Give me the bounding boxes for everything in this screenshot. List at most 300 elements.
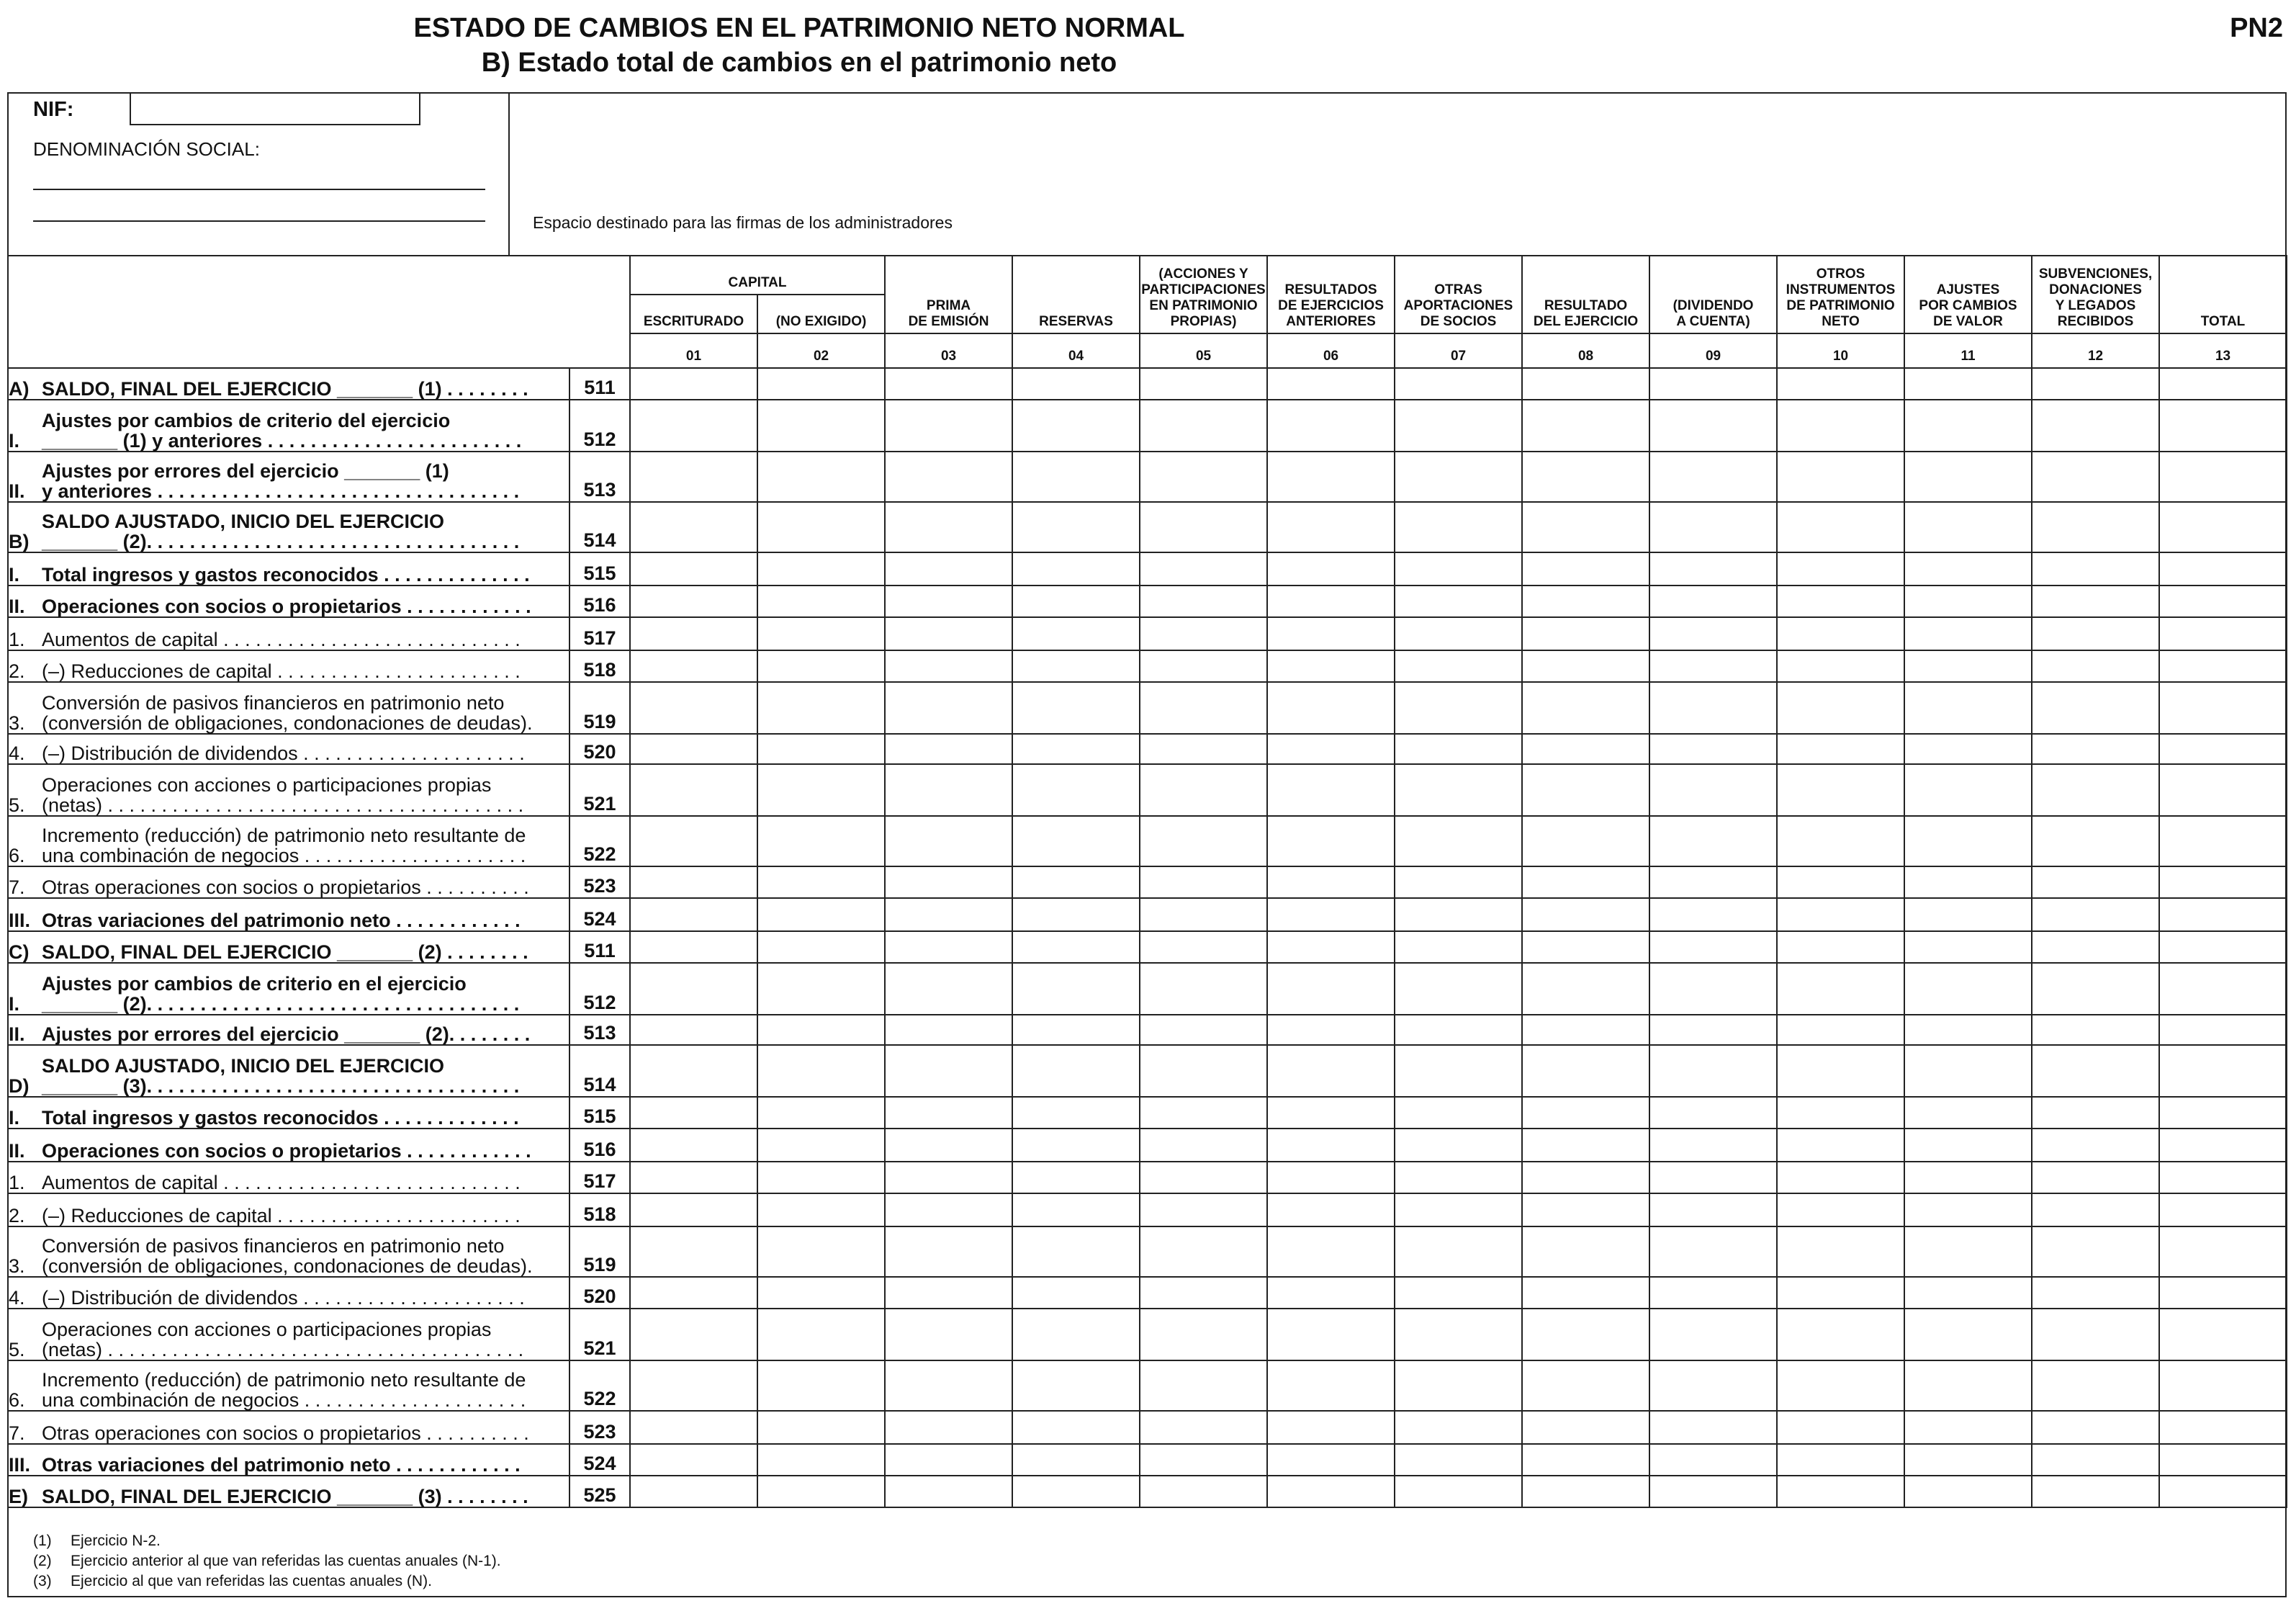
value-cell-04[interactable] [1012,898,1140,931]
value-cell-02[interactable] [757,400,885,452]
value-cell-06[interactable] [1267,1045,1395,1097]
value-cell-12[interactable] [2032,650,2159,682]
value-cell-11[interactable] [1904,586,2032,617]
value-cell-04[interactable] [1012,1444,1140,1476]
value-cell-13[interactable] [2159,586,2287,617]
value-cell-02[interactable] [757,502,885,552]
value-cell-06[interactable] [1267,1193,1395,1226]
value-cell-12[interactable] [2032,1097,2159,1129]
value-cell-01[interactable] [630,1193,757,1226]
value-cell-04[interactable] [1012,1193,1140,1226]
value-cell-13[interactable] [2159,866,2287,898]
value-cell-08[interactable] [1522,1411,1649,1444]
value-cell-08[interactable] [1522,682,1649,734]
value-cell-08[interactable] [1522,1444,1649,1476]
value-cell-05[interactable] [1140,1476,1267,1507]
value-cell-12[interactable] [2032,1193,2159,1226]
value-cell-09[interactable] [1649,1045,1777,1097]
value-cell-04[interactable] [1012,734,1140,764]
value-cell-05[interactable] [1140,502,1267,552]
value-cell-05[interactable] [1140,368,1267,400]
value-cell-11[interactable] [1904,1277,2032,1309]
value-cell-10[interactable] [1777,452,1904,502]
value-cell-06[interactable] [1267,898,1395,931]
value-cell-01[interactable] [630,816,757,866]
value-cell-06[interactable] [1267,502,1395,552]
value-cell-09[interactable] [1649,734,1777,764]
value-cell-12[interactable] [2032,1476,2159,1507]
value-cell-04[interactable] [1012,1309,1140,1360]
value-cell-10[interactable] [1777,1015,1904,1045]
value-cell-06[interactable] [1267,1444,1395,1476]
value-cell-02[interactable] [757,1045,885,1097]
value-cell-11[interactable] [1904,368,2032,400]
value-cell-10[interactable] [1777,552,1904,586]
value-cell-04[interactable] [1012,586,1140,617]
value-cell-04[interactable] [1012,1045,1140,1097]
value-cell-03[interactable] [885,368,1012,400]
value-cell-04[interactable] [1012,1226,1140,1277]
value-cell-09[interactable] [1649,682,1777,734]
value-cell-06[interactable] [1267,400,1395,452]
value-cell-06[interactable] [1267,368,1395,400]
value-cell-03[interactable] [885,617,1012,650]
value-cell-12[interactable] [2032,1045,2159,1097]
value-cell-02[interactable] [757,1360,885,1411]
value-cell-12[interactable] [2032,552,2159,586]
value-cell-09[interactable] [1649,400,1777,452]
value-cell-03[interactable] [885,650,1012,682]
value-cell-07[interactable] [1395,400,1522,452]
value-cell-06[interactable] [1267,963,1395,1015]
value-cell-11[interactable] [1904,963,2032,1015]
value-cell-02[interactable] [757,1015,885,1045]
value-cell-11[interactable] [1904,617,2032,650]
value-cell-09[interactable] [1649,898,1777,931]
value-cell-04[interactable] [1012,764,1140,816]
value-cell-13[interactable] [2159,1476,2287,1507]
value-cell-09[interactable] [1649,1226,1777,1277]
value-cell-04[interactable] [1012,931,1140,963]
value-cell-11[interactable] [1904,866,2032,898]
value-cell-05[interactable] [1140,734,1267,764]
value-cell-06[interactable] [1267,764,1395,816]
value-cell-02[interactable] [757,816,885,866]
value-cell-11[interactable] [1904,682,2032,734]
value-cell-11[interactable] [1904,1476,2032,1507]
value-cell-07[interactable] [1395,502,1522,552]
value-cell-11[interactable] [1904,1193,2032,1226]
value-cell-09[interactable] [1649,1129,1777,1162]
value-cell-08[interactable] [1522,502,1649,552]
value-cell-06[interactable] [1267,552,1395,586]
value-cell-11[interactable] [1904,502,2032,552]
value-cell-09[interactable] [1649,1476,1777,1507]
value-cell-01[interactable] [630,1309,757,1360]
value-cell-02[interactable] [757,452,885,502]
value-cell-05[interactable] [1140,400,1267,452]
value-cell-13[interactable] [2159,764,2287,816]
value-cell-10[interactable] [1777,931,1904,963]
value-cell-11[interactable] [1904,764,2032,816]
value-cell-08[interactable] [1522,552,1649,586]
value-cell-06[interactable] [1267,1277,1395,1309]
value-cell-09[interactable] [1649,1444,1777,1476]
value-cell-04[interactable] [1012,452,1140,502]
value-cell-05[interactable] [1140,1097,1267,1129]
value-cell-05[interactable] [1140,617,1267,650]
value-cell-13[interactable] [2159,1226,2287,1277]
value-cell-06[interactable] [1267,1476,1395,1507]
value-cell-10[interactable] [1777,1476,1904,1507]
value-cell-02[interactable] [757,764,885,816]
value-cell-09[interactable] [1649,1193,1777,1226]
value-cell-10[interactable] [1777,1097,1904,1129]
value-cell-13[interactable] [2159,617,2287,650]
value-cell-02[interactable] [757,1411,885,1444]
denominacion-line-2[interactable] [33,220,485,222]
value-cell-08[interactable] [1522,963,1649,1015]
value-cell-06[interactable] [1267,682,1395,734]
value-cell-05[interactable] [1140,1129,1267,1162]
value-cell-08[interactable] [1522,650,1649,682]
value-cell-11[interactable] [1904,1360,2032,1411]
value-cell-07[interactable] [1395,1444,1522,1476]
value-cell-08[interactable] [1522,1045,1649,1097]
value-cell-03[interactable] [885,1226,1012,1277]
value-cell-10[interactable] [1777,502,1904,552]
value-cell-02[interactable] [757,368,885,400]
value-cell-10[interactable] [1777,1045,1904,1097]
value-cell-13[interactable] [2159,734,2287,764]
value-cell-07[interactable] [1395,586,1522,617]
value-cell-06[interactable] [1267,931,1395,963]
nif-input[interactable] [130,92,420,125]
value-cell-11[interactable] [1904,1097,2032,1129]
value-cell-13[interactable] [2159,1444,2287,1476]
value-cell-04[interactable] [1012,866,1140,898]
value-cell-11[interactable] [1904,1045,2032,1097]
value-cell-12[interactable] [2032,1129,2159,1162]
value-cell-03[interactable] [885,1045,1012,1097]
value-cell-03[interactable] [885,1097,1012,1129]
value-cell-10[interactable] [1777,682,1904,734]
value-cell-12[interactable] [2032,502,2159,552]
value-cell-01[interactable] [630,963,757,1015]
value-cell-13[interactable] [2159,1162,2287,1193]
value-cell-05[interactable] [1140,1277,1267,1309]
value-cell-13[interactable] [2159,1411,2287,1444]
value-cell-08[interactable] [1522,898,1649,931]
value-cell-02[interactable] [757,617,885,650]
value-cell-04[interactable] [1012,816,1140,866]
value-cell-02[interactable] [757,650,885,682]
value-cell-01[interactable] [630,1360,757,1411]
value-cell-10[interactable] [1777,1129,1904,1162]
value-cell-04[interactable] [1012,617,1140,650]
value-cell-07[interactable] [1395,1277,1522,1309]
value-cell-03[interactable] [885,1476,1012,1507]
value-cell-12[interactable] [2032,898,2159,931]
value-cell-08[interactable] [1522,866,1649,898]
value-cell-03[interactable] [885,816,1012,866]
value-cell-01[interactable] [630,898,757,931]
value-cell-13[interactable] [2159,1129,2287,1162]
value-cell-12[interactable] [2032,1015,2159,1045]
value-cell-07[interactable] [1395,368,1522,400]
value-cell-10[interactable] [1777,1193,1904,1226]
value-cell-01[interactable] [630,586,757,617]
value-cell-02[interactable] [757,734,885,764]
value-cell-01[interactable] [630,552,757,586]
value-cell-05[interactable] [1140,552,1267,586]
value-cell-03[interactable] [885,1411,1012,1444]
value-cell-10[interactable] [1777,368,1904,400]
value-cell-05[interactable] [1140,682,1267,734]
value-cell-03[interactable] [885,552,1012,586]
value-cell-10[interactable] [1777,1277,1904,1309]
value-cell-08[interactable] [1522,586,1649,617]
value-cell-10[interactable] [1777,1360,1904,1411]
value-cell-02[interactable] [757,1444,885,1476]
value-cell-02[interactable] [757,1476,885,1507]
value-cell-08[interactable] [1522,1476,1649,1507]
value-cell-12[interactable] [2032,400,2159,452]
value-cell-12[interactable] [2032,764,2159,816]
value-cell-13[interactable] [2159,1015,2287,1045]
value-cell-12[interactable] [2032,816,2159,866]
value-cell-13[interactable] [2159,1193,2287,1226]
value-cell-02[interactable] [757,682,885,734]
value-cell-05[interactable] [1140,1045,1267,1097]
value-cell-12[interactable] [2032,1226,2159,1277]
value-cell-02[interactable] [757,1129,885,1162]
value-cell-01[interactable] [630,650,757,682]
value-cell-07[interactable] [1395,1015,1522,1045]
value-cell-04[interactable] [1012,1476,1140,1507]
value-cell-12[interactable] [2032,617,2159,650]
value-cell-08[interactable] [1522,452,1649,502]
value-cell-02[interactable] [757,866,885,898]
value-cell-05[interactable] [1140,1309,1267,1360]
value-cell-10[interactable] [1777,734,1904,764]
value-cell-03[interactable] [885,1015,1012,1045]
value-cell-08[interactable] [1522,764,1649,816]
value-cell-02[interactable] [757,898,885,931]
value-cell-06[interactable] [1267,1411,1395,1444]
value-cell-04[interactable] [1012,1015,1140,1045]
value-cell-10[interactable] [1777,650,1904,682]
value-cell-11[interactable] [1904,1444,2032,1476]
value-cell-01[interactable] [630,734,757,764]
value-cell-06[interactable] [1267,586,1395,617]
value-cell-09[interactable] [1649,617,1777,650]
value-cell-02[interactable] [757,931,885,963]
value-cell-06[interactable] [1267,1360,1395,1411]
value-cell-07[interactable] [1395,1309,1522,1360]
value-cell-06[interactable] [1267,816,1395,866]
value-cell-03[interactable] [885,502,1012,552]
value-cell-03[interactable] [885,1162,1012,1193]
value-cell-08[interactable] [1522,1015,1649,1045]
value-cell-11[interactable] [1904,1015,2032,1045]
value-cell-09[interactable] [1649,586,1777,617]
value-cell-03[interactable] [885,1309,1012,1360]
value-cell-13[interactable] [2159,1045,2287,1097]
value-cell-12[interactable] [2032,368,2159,400]
value-cell-11[interactable] [1904,898,2032,931]
value-cell-11[interactable] [1904,650,2032,682]
value-cell-09[interactable] [1649,552,1777,586]
value-cell-06[interactable] [1267,866,1395,898]
value-cell-09[interactable] [1649,452,1777,502]
value-cell-10[interactable] [1777,1162,1904,1193]
value-cell-03[interactable] [885,682,1012,734]
value-cell-03[interactable] [885,1444,1012,1476]
value-cell-10[interactable] [1777,1444,1904,1476]
value-cell-09[interactable] [1649,816,1777,866]
value-cell-12[interactable] [2032,1360,2159,1411]
value-cell-06[interactable] [1267,1097,1395,1129]
value-cell-07[interactable] [1395,734,1522,764]
value-cell-12[interactable] [2032,682,2159,734]
value-cell-09[interactable] [1649,368,1777,400]
value-cell-01[interactable] [630,1015,757,1045]
value-cell-13[interactable] [2159,650,2287,682]
value-cell-05[interactable] [1140,452,1267,502]
value-cell-07[interactable] [1395,963,1522,1015]
value-cell-08[interactable] [1522,1360,1649,1411]
value-cell-11[interactable] [1904,1226,2032,1277]
value-cell-06[interactable] [1267,617,1395,650]
value-cell-02[interactable] [757,1193,885,1226]
value-cell-04[interactable] [1012,1360,1140,1411]
value-cell-01[interactable] [630,502,757,552]
value-cell-06[interactable] [1267,452,1395,502]
value-cell-13[interactable] [2159,931,2287,963]
value-cell-13[interactable] [2159,502,2287,552]
value-cell-06[interactable] [1267,1015,1395,1045]
value-cell-07[interactable] [1395,1162,1522,1193]
value-cell-08[interactable] [1522,1226,1649,1277]
value-cell-08[interactable] [1522,1309,1649,1360]
value-cell-11[interactable] [1904,816,2032,866]
value-cell-07[interactable] [1395,1097,1522,1129]
value-cell-07[interactable] [1395,1226,1522,1277]
value-cell-04[interactable] [1012,502,1140,552]
value-cell-06[interactable] [1267,1162,1395,1193]
value-cell-05[interactable] [1140,898,1267,931]
value-cell-07[interactable] [1395,1193,1522,1226]
value-cell-03[interactable] [885,1193,1012,1226]
value-cell-01[interactable] [630,452,757,502]
value-cell-03[interactable] [885,586,1012,617]
value-cell-03[interactable] [885,452,1012,502]
value-cell-09[interactable] [1649,866,1777,898]
value-cell-11[interactable] [1904,931,2032,963]
value-cell-07[interactable] [1395,1045,1522,1097]
value-cell-12[interactable] [2032,1277,2159,1309]
value-cell-12[interactable] [2032,963,2159,1015]
value-cell-07[interactable] [1395,617,1522,650]
value-cell-05[interactable] [1140,1226,1267,1277]
value-cell-09[interactable] [1649,931,1777,963]
denominacion-line-1[interactable] [33,189,485,190]
value-cell-03[interactable] [885,1277,1012,1309]
value-cell-01[interactable] [630,764,757,816]
value-cell-09[interactable] [1649,1411,1777,1444]
value-cell-04[interactable] [1012,682,1140,734]
value-cell-10[interactable] [1777,764,1904,816]
value-cell-11[interactable] [1904,1411,2032,1444]
value-cell-13[interactable] [2159,400,2287,452]
value-cell-09[interactable] [1649,502,1777,552]
value-cell-12[interactable] [2032,931,2159,963]
value-cell-06[interactable] [1267,1226,1395,1277]
value-cell-13[interactable] [2159,368,2287,400]
value-cell-08[interactable] [1522,734,1649,764]
value-cell-11[interactable] [1904,1129,2032,1162]
value-cell-03[interactable] [885,931,1012,963]
value-cell-06[interactable] [1267,1309,1395,1360]
value-cell-02[interactable] [757,1277,885,1309]
value-cell-04[interactable] [1012,1162,1140,1193]
value-cell-07[interactable] [1395,931,1522,963]
value-cell-05[interactable] [1140,650,1267,682]
value-cell-01[interactable] [630,368,757,400]
value-cell-08[interactable] [1522,931,1649,963]
value-cell-01[interactable] [630,1444,757,1476]
value-cell-07[interactable] [1395,816,1522,866]
value-cell-09[interactable] [1649,1162,1777,1193]
value-cell-11[interactable] [1904,452,2032,502]
value-cell-05[interactable] [1140,764,1267,816]
value-cell-09[interactable] [1649,1277,1777,1309]
value-cell-05[interactable] [1140,1360,1267,1411]
value-cell-01[interactable] [630,617,757,650]
value-cell-08[interactable] [1522,1129,1649,1162]
value-cell-06[interactable] [1267,650,1395,682]
value-cell-01[interactable] [630,931,757,963]
value-cell-07[interactable] [1395,1129,1522,1162]
value-cell-09[interactable] [1649,1015,1777,1045]
value-cell-08[interactable] [1522,1193,1649,1226]
value-cell-01[interactable] [630,1476,757,1507]
value-cell-05[interactable] [1140,866,1267,898]
value-cell-10[interactable] [1777,866,1904,898]
value-cell-02[interactable] [757,552,885,586]
value-cell-05[interactable] [1140,1193,1267,1226]
value-cell-04[interactable] [1012,400,1140,452]
value-cell-05[interactable] [1140,586,1267,617]
value-cell-08[interactable] [1522,1162,1649,1193]
value-cell-01[interactable] [630,1129,757,1162]
value-cell-01[interactable] [630,1226,757,1277]
value-cell-09[interactable] [1649,764,1777,816]
value-cell-07[interactable] [1395,1360,1522,1411]
value-cell-04[interactable] [1012,552,1140,586]
value-cell-09[interactable] [1649,1097,1777,1129]
value-cell-08[interactable] [1522,617,1649,650]
value-cell-13[interactable] [2159,816,2287,866]
value-cell-01[interactable] [630,400,757,452]
value-cell-03[interactable] [885,898,1012,931]
value-cell-02[interactable] [757,586,885,617]
value-cell-07[interactable] [1395,866,1522,898]
value-cell-01[interactable] [630,1045,757,1097]
value-cell-04[interactable] [1012,1411,1140,1444]
value-cell-01[interactable] [630,682,757,734]
